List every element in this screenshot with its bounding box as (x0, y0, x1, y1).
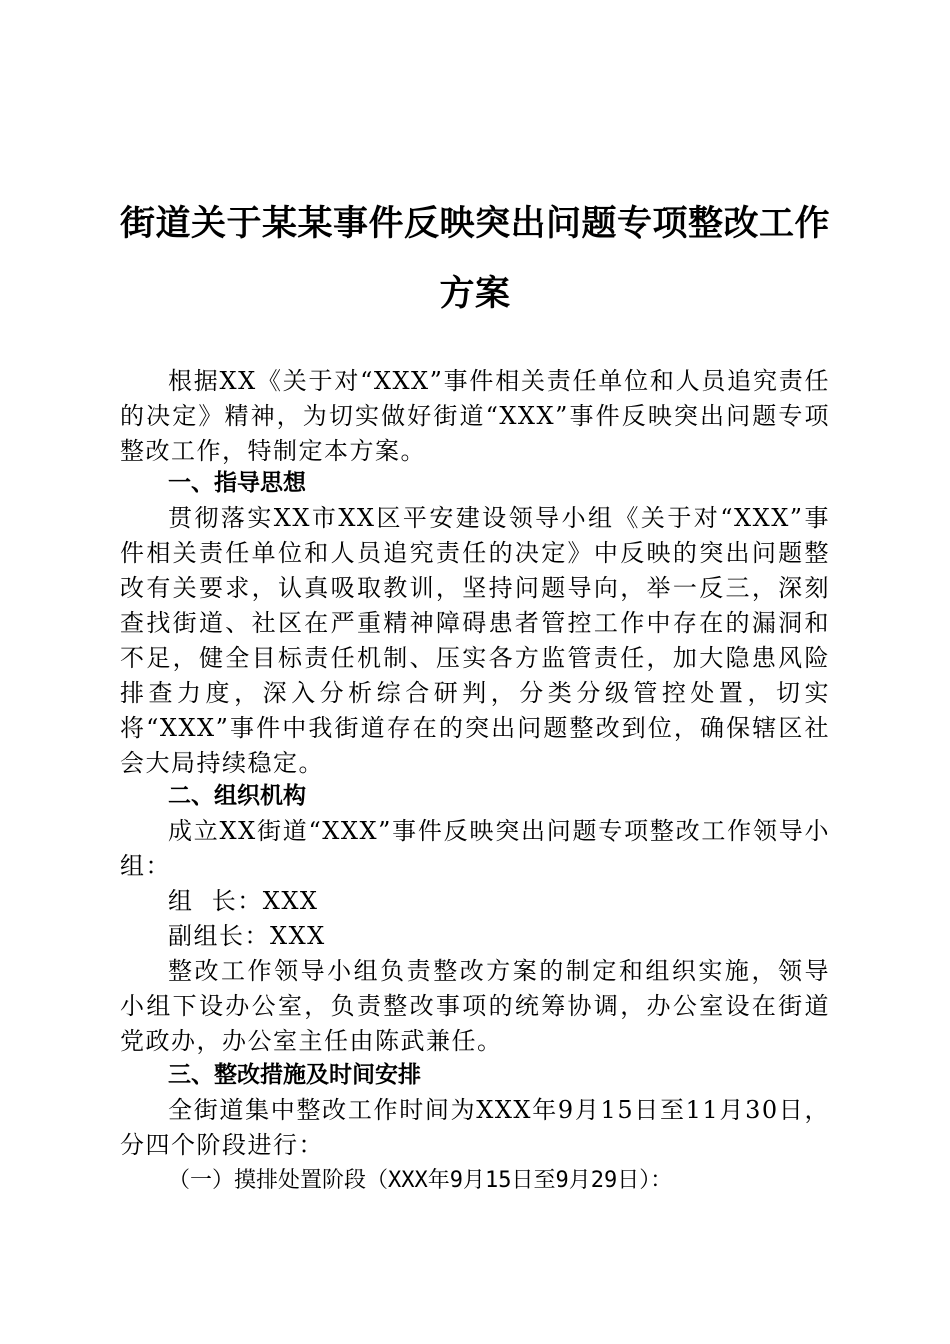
document-title-line-2: 方案 (439, 274, 511, 314)
section-2-paragraph: 成立XX街道“XXX”事件反映突出问题专项整改工作领导小组： (120, 817, 830, 880)
deputy-leader-line: 副组长：XXX (168, 922, 326, 950)
document-title-line-1: 街道关于某某事件反映突出问题专项整改工作 (119, 204, 830, 244)
section-2-duty-paragraph: 整改工作领导小组负责整改方案的制定和组织实施，领导小组下设办公室，负责整改事项的统筹协调，办公室设在街道党政办，办公室主任由陈武兼任。 (120, 957, 830, 1055)
section-3-paragraph: 全街道集中整改工作时间为XXX年9月15日至11月30日，分四个阶段进行： (120, 1096, 830, 1159)
stage-1-heading: （一）摸排处置阶段（XXX年9月15日至9月29日）： (168, 1168, 673, 1193)
intro-paragraph: 根据XX《关于对“XXX”事件相关责任单位和人员追究责任的决定》精神，为切实做好街道“XXX”事件反映突出问题专项整改工作，特制定本方案。 (120, 367, 830, 465)
section-3-heading: 三、整改措施及时间安排 (168, 1062, 421, 1088)
section-1-heading: 一、指导思想 (168, 470, 306, 496)
leader-line: 组 长：XXX (168, 887, 319, 915)
section-2-heading: 二、组织机构 (168, 783, 306, 809)
section-1-paragraph: 贯彻落实XX市XX区平安建设领导小组《关于对“XXX”事件相关责任单位和人员追究责任的决定》中反映的突出问题整改有关要求，认真吸取教训，坚持问题导向，举一反三，深刻查找街道、社区在严重精神障碍患者管控工作中存在的漏洞和不足，健全目标责任机制、压实各方监管责任，加大隐患风险排查力度，深入分析综合研判，分类分级管控处置，切实将“XXX”事件中我街道存在的突出问题整改到位，确保辖区社会大局持续稳定。 (120, 504, 830, 777)
